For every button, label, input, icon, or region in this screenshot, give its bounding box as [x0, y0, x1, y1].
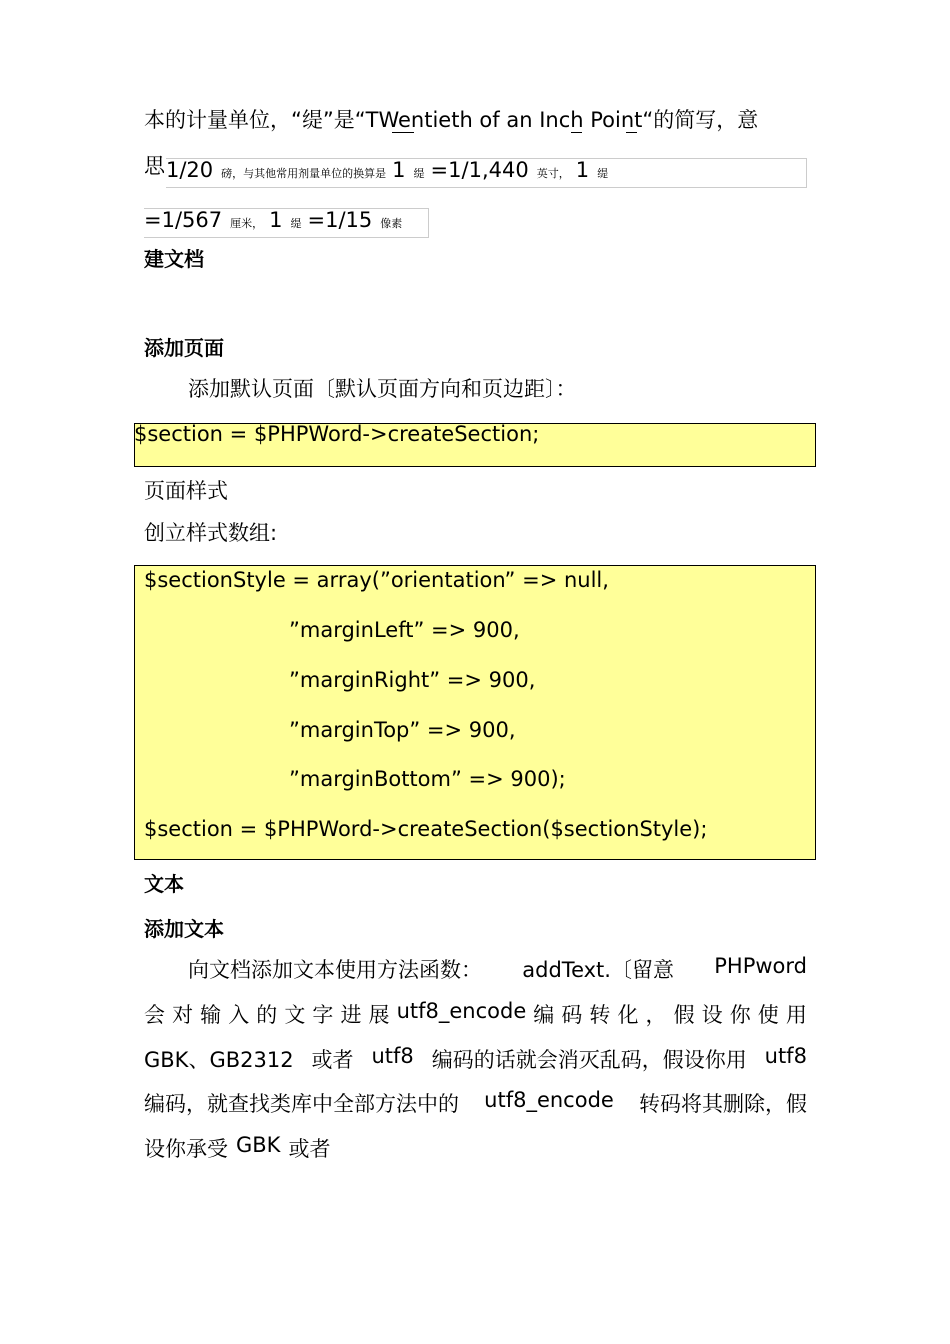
- overline-mark: [626, 132, 637, 133]
- conversion-value: =1/1,440: [430, 158, 529, 182]
- paragraph-word: 入: [228, 1003, 250, 1027]
- intro-line-1: 本的计量单位，“缇”是“TWentieth of an Inch Point“的简写，意: [144, 108, 759, 132]
- paragraph-word: 字: [312, 1003, 334, 1027]
- paragraph-word: addText.〔留意: [522, 958, 674, 982]
- paragraph-line: [144, 1088, 807, 1118]
- small-unit-text: 缇: [290, 217, 302, 230]
- paragraph-word: 转码将其删除，假: [638, 1092, 807, 1116]
- paragraph-word: utf8: [371, 1044, 414, 1068]
- small-unit-text: 磅，与其他常用剂量单位的换算是: [221, 167, 387, 180]
- heading-text: 文本: [144, 872, 184, 896]
- code-line: $section = $PHPWord->createSection($sectionStyle);: [144, 817, 708, 841]
- paragraph-word: 的: [256, 1003, 278, 1027]
- paragraph-word: 码: [561, 1003, 583, 1027]
- conversion-line-1: [166, 156, 614, 188]
- code-line: ”marginLeft” => 900,: [289, 618, 520, 642]
- paragraph-word: 编: [533, 1003, 555, 1027]
- conversion-value: 1/20: [166, 158, 214, 182]
- paragraph-word: 化: [617, 1003, 639, 1027]
- conversion-value: =1/567: [144, 208, 223, 232]
- paragraph-word: 或者: [288, 1137, 331, 1161]
- paragraph-word: 转: [589, 1003, 611, 1027]
- intro-line-2-head: 思: [144, 154, 165, 178]
- paragraph-line: [144, 1044, 807, 1074]
- paragraph-word: 向文档添加文本使用方法函数：: [188, 958, 482, 982]
- paragraph-word: ，: [645, 1003, 667, 1027]
- conversion-value: 1: [269, 208, 283, 232]
- small-unit-text: 像素: [380, 217, 403, 230]
- paragraph-word: 设: [701, 1003, 723, 1027]
- heading-add-page: 添加页面: [144, 336, 224, 360]
- overline-mark: [571, 132, 582, 133]
- overline-mark: [392, 132, 414, 133]
- paragraph-word: 你: [729, 1003, 751, 1027]
- paragraph-word: 设你承受: [144, 1137, 228, 1161]
- paragraph-word: 会: [144, 1003, 165, 1027]
- paragraph-word: 使: [757, 1003, 779, 1027]
- paragraph-word: 对: [172, 1003, 194, 1027]
- conversion-line-2: [144, 206, 408, 238]
- paragraph-word: 或者: [311, 1048, 354, 1072]
- paragraph-word: 用: [785, 1003, 807, 1027]
- paragraph-word: 文: [284, 1003, 306, 1027]
- code-line: $section = $PHPWord->createSection;: [134, 422, 540, 446]
- paragraph-word: GBK: [236, 1133, 281, 1157]
- paragraph-line: [188, 954, 807, 984]
- code-line: ”marginTop” => 900,: [289, 718, 516, 742]
- paragraph-line: [144, 1133, 807, 1163]
- paragraph-word: 编码，就查找类库中全部方法中的: [144, 1092, 459, 1116]
- paragraph-word: 输: [200, 1003, 222, 1027]
- heading-add-text: 添加文本: [144, 917, 224, 941]
- paragraph-word: 编码的话就会消灭乱码，假设你用: [431, 1048, 747, 1072]
- create-style-array-label: 创立样式数组:: [144, 521, 278, 545]
- small-unit-text: 英寸，: [536, 167, 570, 180]
- paragraph-word: PHPword: [714, 954, 807, 978]
- paragraph-word: 展: [368, 1003, 390, 1027]
- paragraph-word: GBK、GB2312: [144, 1048, 294, 1072]
- code-block-section-style: [134, 565, 816, 860]
- conversion-value: =1/15: [307, 208, 373, 232]
- conversion-value: 1: [392, 158, 406, 182]
- heading-create-doc: 建文档: [144, 247, 204, 271]
- paragraph-word: utf8: [764, 1044, 807, 1068]
- code-line: $sectionStyle = array(”orientation” => null,: [144, 568, 609, 592]
- code-line: ”marginRight” => 900,: [289, 668, 536, 692]
- small-unit-text: 厘米，: [230, 217, 264, 230]
- page-style-label: 页面样式: [144, 479, 228, 503]
- paragraph-word: 进: [340, 1003, 362, 1027]
- paragraph-word: utf8_encode: [484, 1088, 614, 1112]
- paragraph-word: utf8_encode: [396, 999, 527, 1023]
- add-page-desc: 添加默认页面〔默认页面方向和页边距〕：: [188, 377, 577, 401]
- code-line: ”marginBottom” => 900);: [289, 767, 566, 791]
- paragraph-line: [144, 999, 807, 1029]
- small-unit-text: 缇: [413, 167, 425, 180]
- paragraph-word: 假: [673, 1003, 695, 1027]
- small-unit-text: 缇: [597, 167, 609, 180]
- conversion-value: 1: [575, 158, 590, 182]
